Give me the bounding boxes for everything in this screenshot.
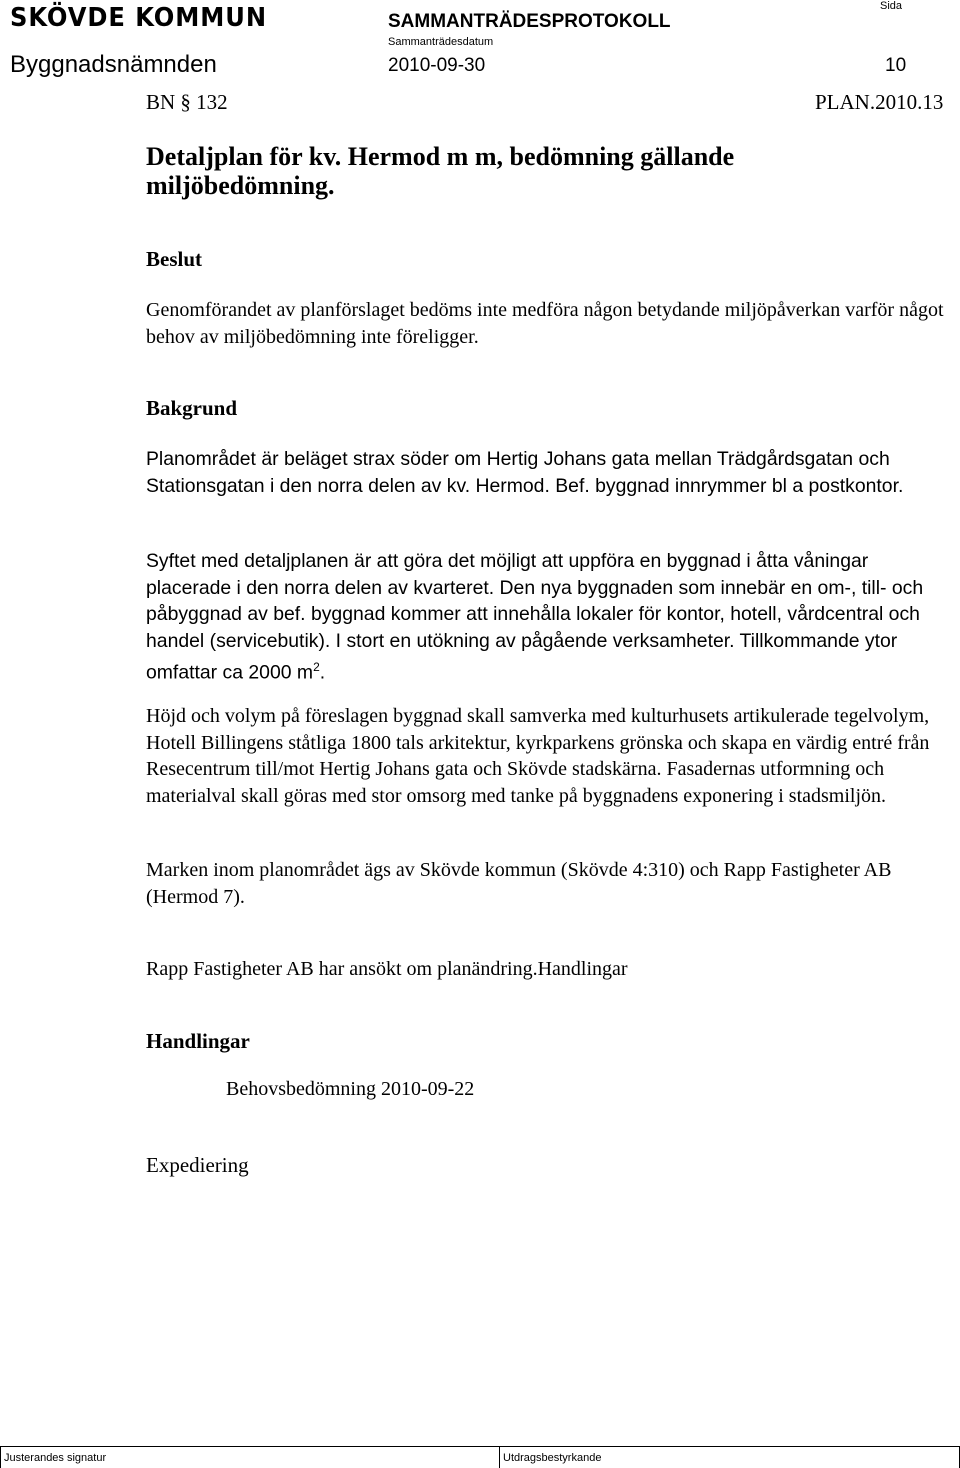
expediering-heading: Expediering xyxy=(146,1153,249,1177)
handlingar-heading: Handlingar xyxy=(146,1029,250,1053)
case-reference: PLAN.2010.13 xyxy=(815,90,944,114)
bakgrund-paragraph-2-end: . xyxy=(319,661,326,684)
superscript-2: 2 xyxy=(313,660,320,674)
bakgrund-paragraph-5: Rapp Fastigheter AB har ansökt om planändring.Handlingar xyxy=(146,958,628,980)
beslut-text: Genomförandet av planförslaget bedöms inte medföra någon betydande miljöpåverkan varför något behov av miljöbedömning inte föreligger. xyxy=(146,299,944,348)
bakgrund-paragraph-4: Marken inom planområdet ägs av Skövde kommun (Skövde 4:310) och Rapp Fastigheter AB (Hermod 7). xyxy=(146,859,892,908)
bakgrund-paragraph-2-text: Syftet med detaljplanen är att göra det möjligt att uppföra en byggnad i åtta våningar placerade i den norra delen av kvarteret. Den nya byggnaden som innebär en om-, till- och påbyggnad av bef. byggnad kommer att innehålla lokaler för kontor, hotell, vårdcentral och handel (servicebutik). I stort en utökning av pågående verksamheter. Tillkommande ytor omfattar ca 2000 m xyxy=(146,550,924,684)
page-label: Sida xyxy=(880,0,903,12)
footer-left-edge xyxy=(0,1446,1,1468)
protocol-title: SAMMANTRÄDESPROTOKOLL xyxy=(388,11,671,32)
bakgrund-heading: Bakgrund xyxy=(146,396,238,420)
case-title: Detaljplan för kv. Hermod m m, bedömning gällande miljöbedömning. xyxy=(146,142,735,200)
certifier-label: Utdragsbestyrkande xyxy=(503,1452,602,1464)
committee-name: Byggnadsnämnden xyxy=(10,51,217,78)
page-number: 10 xyxy=(885,55,907,76)
case-section-number: BN § 132 xyxy=(146,90,228,114)
footer-separator xyxy=(499,1446,500,1468)
meeting-date: 2010-09-30 xyxy=(388,55,486,76)
bakgrund-paragraph-3: Höjd och volym på föreslagen byggnad skall samverka med kulturhusets artikulerade tegelvolym, Hotell Billingens ståtliga 1800 tals arkitektur, kyrkparkens grönska och skapa en värdig entré från Resecentrum till/mot Hertig Johans gata och Skövde stadskärna. Fasadernas utformning och materialval skall göras med stor omsorg med tanke på byggnadens exponering i stadsmiljön. xyxy=(146,705,930,807)
bakgrund-paragraph-1: Planområdet är beläget strax söder om Hertig Johans gata mellan Trädgårdsgatan och Stationsgatan i den norra delen av kv. Hermod. Bef. byggnad innrymmer bl a postkontor. xyxy=(146,448,904,497)
beslut-heading: Beslut xyxy=(146,247,203,271)
footer-divider xyxy=(0,1446,960,1447)
bakgrund-paragraph-2 xyxy=(146,548,946,686)
handlingar-item: Behovsbedömning 2010-09-22 xyxy=(226,1078,475,1100)
signature-label: Justerandes signatur xyxy=(4,1452,107,1464)
meeting-date-label: Sammanträdesdatum xyxy=(388,36,494,48)
municipality-logo-text: SKÖVDE KOMMUN xyxy=(10,3,267,33)
